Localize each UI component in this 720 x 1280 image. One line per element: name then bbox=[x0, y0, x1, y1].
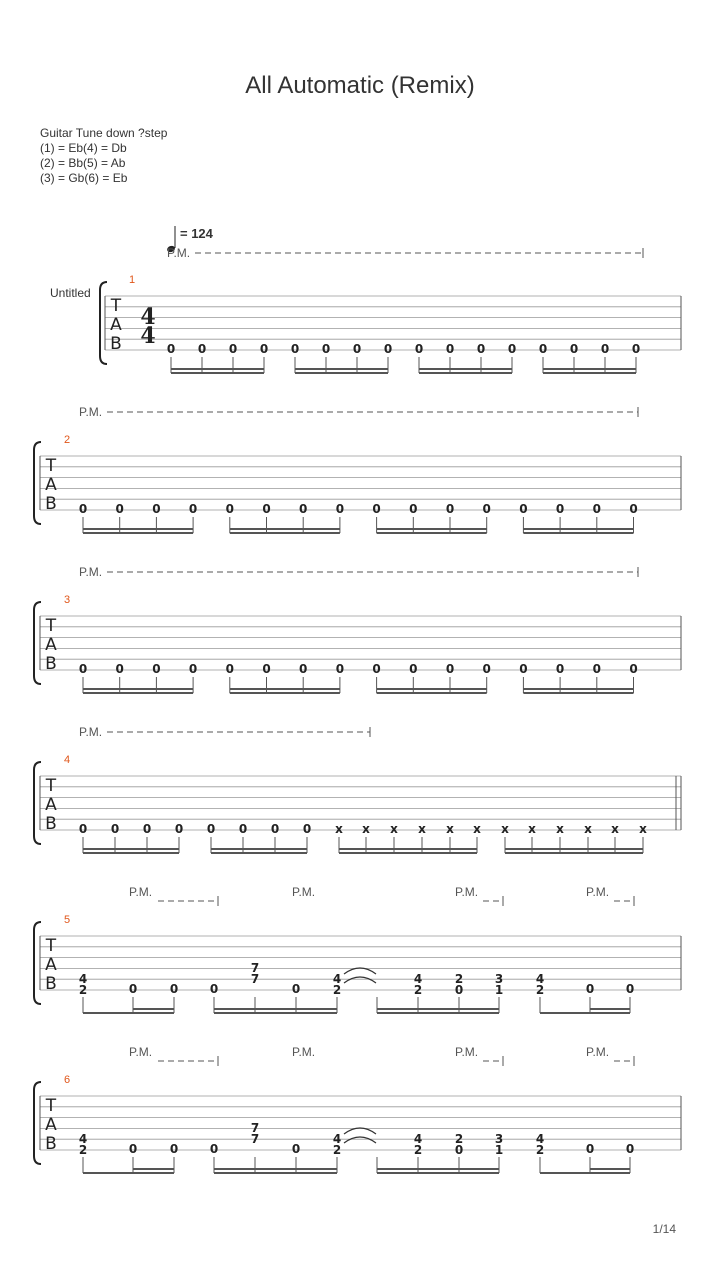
fret-number: 0 bbox=[262, 662, 271, 676]
time-signature-top: 4 bbox=[140, 304, 156, 330]
palm-mute-label: P.M. bbox=[586, 885, 610, 899]
fret-number: 0 bbox=[188, 662, 198, 676]
bar-number: 4 bbox=[63, 754, 71, 766]
fret-number: 0 bbox=[414, 342, 424, 356]
palm-mute-label: P.M. bbox=[292, 1045, 316, 1059]
fret-number: 0 bbox=[142, 822, 152, 836]
fret-number: 0 bbox=[166, 342, 176, 356]
dead-note: x bbox=[446, 822, 454, 836]
fret-number: 2 bbox=[78, 983, 88, 997]
fret-number: 0 bbox=[302, 822, 312, 836]
fret-number: 0 bbox=[169, 1142, 179, 1156]
fret-number: 0 bbox=[482, 502, 491, 516]
tab-letter-b: B bbox=[45, 814, 57, 834]
tab-letter-t: T bbox=[45, 1096, 57, 1116]
palm-mute-label: P.M. bbox=[292, 885, 316, 899]
tuning-line: (3) = Gb(6) = Eb bbox=[40, 171, 128, 185]
fret-number: 7 bbox=[250, 1132, 260, 1146]
fret-number: 0 bbox=[592, 662, 601, 676]
fret-number: 0 bbox=[78, 662, 88, 676]
dead-note: x bbox=[390, 822, 398, 836]
fret-number: 0 bbox=[335, 662, 345, 676]
fret-number: 0 bbox=[482, 662, 491, 676]
fret-number: 0 bbox=[152, 662, 161, 676]
dead-note: x bbox=[501, 822, 509, 836]
palm-mute-label: P.M. bbox=[129, 885, 153, 899]
fret-number: 2 bbox=[413, 983, 423, 997]
dead-note: x bbox=[611, 822, 619, 836]
fret-number: 2 bbox=[454, 972, 464, 986]
fret-number: 0 bbox=[625, 982, 635, 996]
bar-number: 2 bbox=[63, 434, 71, 446]
tab-letter-t: T bbox=[45, 616, 57, 636]
fret-number: 0 bbox=[555, 662, 565, 676]
tab-letter-a: A bbox=[45, 795, 57, 815]
fret-number: 0 bbox=[225, 502, 234, 516]
fret-number: 0 bbox=[445, 502, 455, 516]
fret-number: 3 bbox=[494, 1132, 504, 1146]
bar-number: 1 bbox=[128, 274, 136, 286]
fret-number: 0 bbox=[625, 1142, 635, 1156]
dead-note: x bbox=[418, 822, 426, 836]
tie-arc bbox=[344, 977, 376, 983]
track-name: Untitled bbox=[50, 286, 91, 300]
fret-number: 0 bbox=[507, 342, 517, 356]
fret-number: 4 bbox=[413, 972, 423, 986]
fret-number: 0 bbox=[225, 662, 234, 676]
bar-number: 6 bbox=[63, 1074, 71, 1086]
palm-mute-label: P.M. bbox=[129, 1045, 153, 1059]
fret-number: 0 bbox=[238, 822, 248, 836]
tab-letter-b: B bbox=[45, 654, 57, 674]
fret-number: 0 bbox=[600, 342, 610, 356]
fret-number: 2 bbox=[413, 1143, 423, 1157]
tuning-line: (1) = Eb(4) = Db bbox=[40, 141, 127, 155]
fret-number: 0 bbox=[259, 342, 269, 356]
tab-letter-a: A bbox=[45, 1115, 57, 1135]
tie-arc bbox=[344, 1137, 376, 1143]
fret-number: 7 bbox=[250, 961, 260, 975]
fret-number: 0 bbox=[555, 502, 565, 516]
fret-number: 0 bbox=[78, 822, 88, 836]
bar-number: 5 bbox=[63, 914, 71, 926]
dead-note: x bbox=[362, 822, 370, 836]
fret-number: 4 bbox=[78, 972, 88, 986]
fret-number: 0 bbox=[291, 982, 301, 996]
fret-number: 0 bbox=[335, 502, 345, 516]
fret-number: 7 bbox=[250, 972, 260, 986]
fret-number: 3 bbox=[494, 972, 504, 986]
fret-number: 0 bbox=[115, 502, 124, 516]
fret-number: 0 bbox=[372, 502, 381, 516]
fret-number: 0 bbox=[209, 982, 219, 996]
fret-number: 0 bbox=[629, 502, 638, 516]
tab-letter-a: A bbox=[45, 635, 57, 655]
dead-note: x bbox=[639, 822, 647, 836]
fret-number: 0 bbox=[352, 342, 362, 356]
fret-number: 4 bbox=[535, 1132, 545, 1146]
dead-note: x bbox=[473, 822, 481, 836]
fret-number: 0 bbox=[519, 662, 528, 676]
fret-number: 0 bbox=[585, 1142, 595, 1156]
fret-number: 0 bbox=[197, 342, 207, 356]
tab-letter-t: T bbox=[45, 936, 57, 956]
fret-number: 0 bbox=[115, 662, 124, 676]
fret-number: 0 bbox=[291, 1142, 301, 1156]
tab-letter-t: T bbox=[110, 296, 122, 316]
fret-number: 1 bbox=[494, 983, 504, 997]
fret-number: 0 bbox=[409, 502, 418, 516]
fret-number: 0 bbox=[299, 662, 308, 676]
fret-number: 0 bbox=[174, 822, 184, 836]
dead-note: x bbox=[528, 822, 536, 836]
fret-number: 0 bbox=[209, 1142, 219, 1156]
dead-note: x bbox=[556, 822, 564, 836]
tie-arc bbox=[344, 1128, 376, 1134]
tab-letter-b: B bbox=[45, 494, 57, 514]
fret-number: 0 bbox=[519, 502, 528, 516]
fret-number: 0 bbox=[631, 342, 641, 356]
fret-number: 4 bbox=[332, 1132, 342, 1146]
fret-number: 0 bbox=[299, 502, 308, 516]
fret-number: 0 bbox=[445, 342, 455, 356]
fret-number: 2 bbox=[454, 1132, 464, 1146]
fret-number: 0 bbox=[228, 342, 238, 356]
fret-number: 0 bbox=[372, 662, 381, 676]
time-signature-bottom: 4 bbox=[140, 323, 156, 349]
fret-number: 0 bbox=[409, 662, 418, 676]
fret-number: 0 bbox=[629, 662, 638, 676]
staff-bracket bbox=[100, 282, 107, 364]
palm-mute-label: P.M. bbox=[79, 565, 103, 579]
fret-number: 0 bbox=[78, 502, 88, 516]
fret-number: 0 bbox=[270, 822, 280, 836]
fret-number: 0 bbox=[538, 342, 548, 356]
palm-mute-label: P.M. bbox=[79, 405, 103, 419]
fret-number: 0 bbox=[152, 502, 161, 516]
tab-letter-a: A bbox=[45, 475, 57, 495]
fret-number: 2 bbox=[332, 1143, 342, 1157]
fret-number: 0 bbox=[128, 1142, 138, 1156]
fret-number: 0 bbox=[262, 502, 271, 516]
tab-letter-t: T bbox=[45, 776, 57, 796]
fret-number: 2 bbox=[535, 1143, 545, 1157]
tuning-line: (2) = Bb(5) = Ab bbox=[40, 156, 126, 170]
bar-number: 3 bbox=[63, 594, 71, 606]
page-number: 1/14 bbox=[652, 1222, 676, 1236]
fret-number: 4 bbox=[332, 972, 342, 986]
fret-number: 2 bbox=[332, 983, 342, 997]
tie-arc bbox=[344, 968, 376, 974]
fret-number: 1 bbox=[494, 1143, 504, 1157]
fret-number: 2 bbox=[78, 1143, 88, 1157]
fret-number: 0 bbox=[585, 982, 595, 996]
dead-note: x bbox=[584, 822, 592, 836]
fret-number: 2 bbox=[535, 983, 545, 997]
fret-number: 4 bbox=[535, 972, 545, 986]
tab-letter-a: A bbox=[45, 955, 57, 975]
fret-number: 0 bbox=[454, 983, 464, 997]
fret-number: 4 bbox=[78, 1132, 88, 1146]
song-title: All Automatic (Remix) bbox=[245, 72, 475, 99]
fret-number: 7 bbox=[250, 1121, 260, 1135]
fret-number: 0 bbox=[321, 342, 331, 356]
fret-number: 0 bbox=[454, 1143, 464, 1157]
tab-letter-b: B bbox=[45, 1134, 57, 1154]
fret-number: 0 bbox=[169, 982, 179, 996]
tempo-marking: = 124 bbox=[180, 226, 213, 241]
tuning-heading: Guitar Tune down ?step bbox=[40, 126, 168, 140]
fret-number: 4 bbox=[413, 1132, 423, 1146]
fret-number: 0 bbox=[206, 822, 216, 836]
palm-mute-label: P.M. bbox=[455, 885, 479, 899]
fret-number: 0 bbox=[128, 982, 138, 996]
palm-mute-label: P.M. bbox=[586, 1045, 610, 1059]
palm-mute-label: P.M. bbox=[455, 1045, 479, 1059]
fret-number: 0 bbox=[569, 342, 579, 356]
palm-mute-label: P.M. bbox=[79, 725, 103, 739]
fret-number: 0 bbox=[290, 342, 300, 356]
fret-number: 0 bbox=[592, 502, 601, 516]
fret-number: 0 bbox=[445, 662, 455, 676]
palm-mute-label: P.M. bbox=[167, 246, 191, 260]
tab-letter-b: B bbox=[110, 334, 122, 354]
fret-number: 0 bbox=[383, 342, 393, 356]
tab-letter-a: A bbox=[110, 315, 122, 335]
fret-number: 0 bbox=[110, 822, 120, 836]
tab-letter-b: B bbox=[45, 974, 57, 994]
fret-number: 0 bbox=[476, 342, 486, 356]
tab-letter-t: T bbox=[45, 456, 57, 476]
fret-number: 0 bbox=[188, 502, 198, 516]
dead-note: x bbox=[335, 822, 343, 836]
